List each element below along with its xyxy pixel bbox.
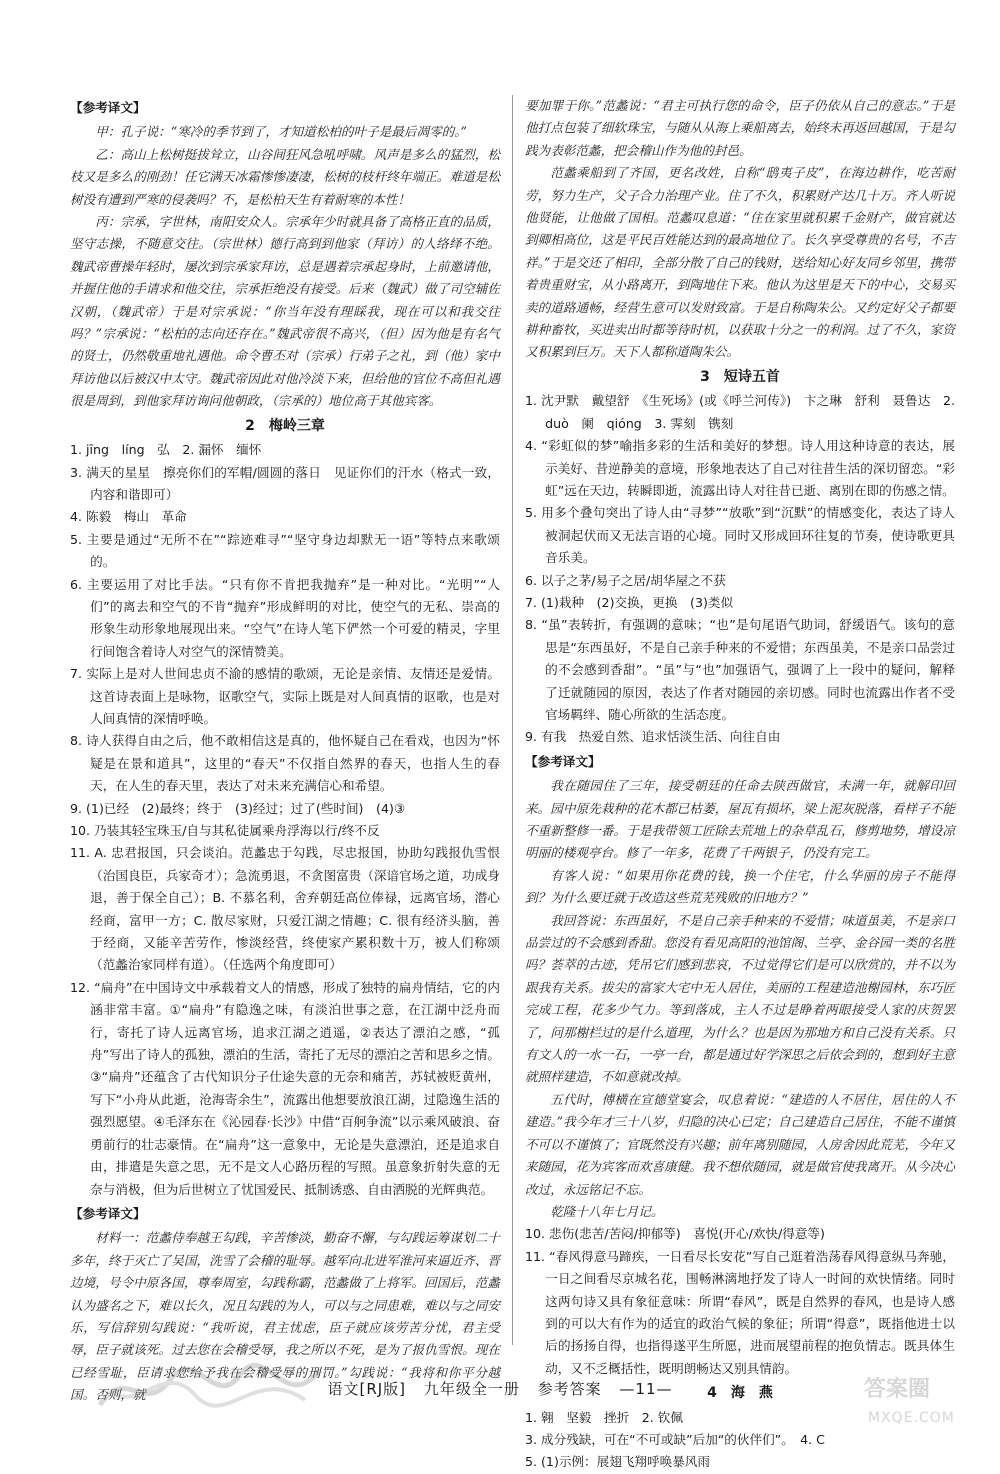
watermark-url: MXQE.COM bbox=[868, 1410, 955, 1426]
reference-translation-label: 【参考译文】 bbox=[70, 1205, 146, 1221]
answer-item: 1. 沈尹默 戴望舒 《生死场》(或《呼兰河传》) 卞之琳 舒利 聂鲁达 2. duò 阑 qióng 3. 霁刻 镌刻 bbox=[525, 393, 955, 431]
answer-item: 10. 乃装其轻宝珠玉/自与其私徒属乘舟浮海以行/终不反 bbox=[70, 823, 380, 838]
answer-item: 3. 成分残缺，可在“不可或缺”后加“的伙伴们”。 4. C bbox=[525, 1431, 825, 1447]
answer-item: 11. A. 忠君报国，只会谈泊。范蠡忠于勾践，尽忠报国，协助勾践报仇雪恨（治国良臣，兵家奇才）；急流勇退，不贪图富贵（深谙官场之道，功成身退，善于保全自己）；B. 不慕名利，舍弃朝廷高位俸禄，远离官场，潜心经商，富甲一方；C. 散尽家财，只爱江湖之情趣；C. 很有经济头脑，善于经商，又能辛苦劳作，惨淡经营，终使家产累积数十万，被人们称颂（范蠡治家同样有道）。（任选两个角度即可） bbox=[70, 845, 500, 973]
reference-translation-label: 【参考译文】 bbox=[70, 100, 146, 115]
site-watermark-logo bbox=[850, 1360, 970, 1440]
answer-item: 1. jīng líng 弘 2. 漏怀 缅怀 bbox=[70, 442, 262, 458]
translation-paragraph: 范蠡乘船到了齐国，更名改姓，自称“鸱夷子皮”，在海边耕作，吃苦耐劳，努力生产，父子合力治理产业。住了不久，积累财产达几十万。齐人听说他贤能，让他做了国相。范蠡叹息道：“住在家里就积累千金财产，做官就达到卿相高位，这是平民百姓能达到的最高地位了。长久享受尊贵的名号，不吉祥。”于是交还了相印，全部分散了自己的钱财，送给知心好友同乡邻里，携带着贵重财宝，从小路离开，到陶地住下来。他认为这里是天下的中心，交易买卖的道路通畅，经营生意可以发财致富。于是自称陶朱公。又约定好父子都要耕种畜牧，买进卖出时都等待时机，以获取十分之一的利润。过了不久，家资又积累到巨万。天下人都称道陶朱公。 bbox=[525, 165, 955, 360]
answer-item: 8. “虽”表转折，有强调的意味；“也”是句尾语气助词，舒缓语气。该句的意思是“东西虽好，不是自己亲手种来的不爱惜；东西虽美，不是亲口品尝过的不会感到香甜”。“虽”与“也”加强语气，强调了上一段中的疑问，解释了迁就随园的原因，表达了作者对随园的亲切感。同时也流露出作者不受官场羁绊、随心所欲的生活态度。 bbox=[525, 617, 955, 722]
translation-bing: 丙：宗承，字世林，南阳安众人。宗承年少时就具备了高格正直的品质，坚守志操，不随意交往。（宗世林）德行高到到他家（拜访）的人络绎不绝。魏武帝曹操年轻时，屡次到宗承家拜访，总是遇着宗承起身时，上前邀请他，并握住他的手请求和他交往，宗承拒绝没有接受。后来（魏武）做了司空辅佐汉朝，（魏武帝）于是对宗承说：“你当年没有理睬我，现在可以和我交往吗？”宗承说：“松柏的志向还存在。”魏武帝很不高兴，（但）因为他是有名气的贤士，仍然敬重地礼遇他。命令曹丕对（宗承）行弟子之礼，到（他）家中拜访他以后被汉中太守。魏武帝因此对他冷淡下来，但给他的官位不高但礼遇很是周到，到他家拜访询问他朝政，（宗承的）地位高于其他宾客。 bbox=[70, 214, 500, 409]
answer-item: 5. 用多个叠句突出了诗人由“寻梦”“放歌”到“沉默”的情感变化，表达了诗人被洞起伏而又无法言语的心境。同时又形成回环往复的节奏，使诗歌更具音乐美。 bbox=[525, 505, 955, 566]
answer-item: 4. 陈毅 梅山 革命 bbox=[70, 509, 187, 525]
footer-subject: 语文[RJ版] bbox=[327, 1380, 407, 1398]
answer-item: 7. (1)栽种 (2)交换，更换 (3)类似 bbox=[525, 594, 734, 610]
answer-item: 4. “彩虹似的梦”喻指多彩的生活和美好的梦想。诗人用这种诗意的表达，展示美好、昔逆静美的意境，形象地表达了自己对往昔生活的深切留恋。“彩虹”远在天边，转瞬即逝，流露出诗人对往昔已逝、离别在即的伤感之情。 bbox=[525, 438, 955, 498]
footer-grade: 九年级全一册 bbox=[423, 1380, 520, 1398]
answer-item: 3. 满天的星星 擦亮你们的军帽/圆圆的落日 见证你们的汗水（格式一致，内容和谐即可） bbox=[70, 464, 500, 502]
translation-paragraph: 我回答说：东西虽好，不是自己亲手种来的不爱惜；味道虽美，不是亲口品尝过的不会感到香甜。您没有看见高阳的池馆阁、兰亭、金谷园一类的名胜吗？荟萃的古迹，凭吊它们感到悲哀，不过觉得它们是可以欣赏的，并不以为跟我有关系。拔尖的富家大宅中无人居住，美丽的工程建造池榭园林，东巧匠完成工程，花多少气力。等到落成，主人不过是睁着两眼接受人家的庆贺罢了，问那榭栏过的是什么道理，为什么？也是因为那地方和自己没有关系。只有文人的一水一石，一亭一台，都是通过好学深思之后依会到的，想到好主意就照样建造，不如意就改掉。 bbox=[525, 912, 955, 1085]
translation-yi: 乙：高山上松树挺拔耸立，山谷间狂风急吼呼啸。风声是多么的猛烈，松枝又是多么的刚劲！任它满天冰霜惨惨凄凄，松树的枝杆终年端正。难道是松树没有遭到严寒的侵袭吗？不，是松柏天生有着耐寒的本性！ bbox=[70, 146, 500, 207]
page-number: —11— bbox=[619, 1380, 673, 1398]
section-title-haiyan: 4 海 燕 bbox=[707, 1385, 773, 1402]
translation-date: 乾隆十八年七月记。 bbox=[550, 1203, 664, 1219]
section-title-short-poems: 3 短诗五首 bbox=[700, 368, 780, 385]
column-divider bbox=[512, 95, 513, 1345]
translation-paragraph: 有客人说：“如果用你花费的钱，换一个住宅，什么华丽的房子不能得到？为什么要迁就于改造这些荒芜残败的旧地方？” bbox=[525, 867, 955, 906]
footer-answer-label: 参考答案 bbox=[537, 1380, 602, 1398]
answer-item: 1. 翱 坚毅 挫折 2. 钦佩 bbox=[525, 1409, 683, 1425]
answer-item: 12. “扁舟”在中国诗文中承载着文人的情感，形成了独特的扁舟情结，它的内涵非常丰富。①“扁舟”有隐逸之味，有淡泊世事之意，在江湖中泛舟而行，寄托了诗人远离官场，追求江湖之逍遥，②表达了漂泊之感，“孤舟”写出了诗人的孤独，漂泊的生活，寄托了无尽的漂泊之苦和思乡之情。③“扁舟”还蕴含了古代知识分子仕途失意的无奈和痛苦，苏轼被贬黄州，写下“小舟从此逝，沧海寄余生”，流露出他想要放浪江湖，过隐逸生活的强烈愿望。④毛泽东在《沁园春·长沙》中借“百舸争流”以示乘风破浪、奋勇前行的壮志豪情。在“扁舟”这一意象中，无论是失意漂泊，还是追求自由，排遣是失意之思，无不是文人心路历程的写照。虽意象折射失意的无奈与消极，但为后世树立了忧国爱民、抵制诱惑、自由洒脱的光辉典范。 bbox=[70, 979, 500, 1197]
section-title-meiling: 2 梅岭三章 bbox=[245, 417, 325, 434]
answer-item: 6. 以子之茅/易子之居/胡华屋之不获 bbox=[525, 572, 726, 588]
answer-item: 5. 主要是通过“无所不在”“踪迹难寻”“坚守身边却默无一语”等特点来歌颂的。 bbox=[70, 531, 500, 570]
translation-paragraph: 五代时，傅横在宣德堂宴会，叹息着说：“建造的人不居住，居住的人不建造。”我今年才三十八岁，归隐的决心已定；自己建造自己居住，不能不谨慎不可以不谨慎了；官既然没有兴趣；前年离别随园，人房舍因此荒芜，今年又来随园，花为宾客而欢喜康健。我不想依随园，就是做官使我离开。从今决心改过，永远铭记不忘。 bbox=[525, 1091, 955, 1197]
answer-item: 9. 有我 热爱自然、追求恬淡生活、向往自由 bbox=[525, 729, 781, 745]
answer-item: 11. “春风得意马蹄疾，一日看尽长安花”写自己逛着浩荡春风得意纵马奔驰，一日之间看尽京城名花，围畅淋漓地抒发了诗人一时间的欢快情绪。同时这两句诗又具有象征意味：所谓“春风”，既是自然界的春风，也是诗人感到的可以大有作为的适宜的政治气候的象征；所谓“得意”，既指他进士以后的扬扬自得，也指得遂平生所愿，进而展望前程的抱负情志。既具体生动，又不乏概括性，既明朗畅达又别具情韵。 bbox=[525, 1248, 955, 1376]
translation-paragraph: 我在随园住了三年，接受朝廷的任命去陕西做官，未满一年，就解印回来。园中原先栽种的花木都已枯萎，屋瓦有损坏，梁上泥灰脱落，看样子不能不重新整修一番。于是我带领工匠除去荒地上的杂草乱石，修剪地势，增设凉明丽的楼观亭台。修了一年多，花费了千两银子，仍没有完工。 bbox=[525, 778, 955, 861]
translation-continued: 要加罪于你。”范蠡说：“君主可执行您的命令，臣子仍依从自己的意志。”于是他打点包装了细软珠宝，与随从从海上乘船离去，始终未再返回越国，于是勾践为表彰范蠡，把会稽山作为他的封邑。 bbox=[525, 98, 955, 158]
answer-item: 8. 诗人获得自由之后，他不敢相信这是真的，他怀疑自己在看戏，也因为“怀疑是在景和道具”，这里的“春天”不仅指自然界的春天，也指人生的春天，在人生的春天里，表达了对未来充满信心和希望。 bbox=[70, 733, 500, 794]
reference-translation-label: 【参考译文】 bbox=[525, 753, 601, 769]
answer-item: 10. 悲伤(悲苦/苦闷/抑郁等) 喜悦(开心/欢快/得意等) bbox=[525, 1226, 825, 1242]
translation-jia: 甲：孔子说：“寒冷的季节到了，才知道松柏的叶子是最后凋零的。” bbox=[95, 124, 467, 140]
watermark-text: 答案圈 bbox=[864, 1377, 931, 1402]
answer-item: 5. (1)示例：展翅飞翔呼唤暴风雨 bbox=[525, 1454, 710, 1470]
answer-item: 7. 实际上是对人世间忠贞不渝的感情的歌颂，无论是亲情、友情还是爱情。这首诗表面上是咏物，讴歌空气，实际上既是对人间真情的讴歌，也是对人间真情的深情呼唤。 bbox=[70, 666, 500, 726]
answer-item: 6. 主要运用了对比手法。“只有你不肯把我抛弃”是一种对比。“光明”“人们”的离去和空气的不肯“抛弃”形成鲜明的对比，使空气的无私、崇高的形象生动形象地展现出来。“空气”在诗人笔下俨然一个可爱的精灵，字里行间饱含着诗人对空气的深情赞美。 bbox=[70, 576, 500, 659]
answer-item: 9. (1)已经 (2)最终；终于 (3)经过；过了(些时间) (4)③ bbox=[70, 800, 406, 816]
translation-material-one: 材料一：范蠡侍奉越王勾践，辛苦惨淡，勤奋不懈，与勾践运筹谋划二十多年，终于灭亡了吴国，洗雪了会稽的耻辱。越军向北进军淮河来逼近齐、晋边境，号令中原各国，尊奉周室，勾践称霸，范蠡做了上将军。回国后，范蠡认为盛名之下，难以长久，况且勾践的为人，可以与之同患难，难以与之同安乐，写信辞别勾践说：“我听说，君主忧虑，臣子就应该劳苦分忧，君主受辱，臣子就该死。过去您在会稽受辱，我之所以不死，是为了报仇雪恨。现在已经雪耻，臣请求您给予我在会稽受辱的刑罚。”勾践说：“我将和你平分越国。否则，就 bbox=[70, 1230, 500, 1403]
scribble-watermark bbox=[95, 1355, 325, 1425]
